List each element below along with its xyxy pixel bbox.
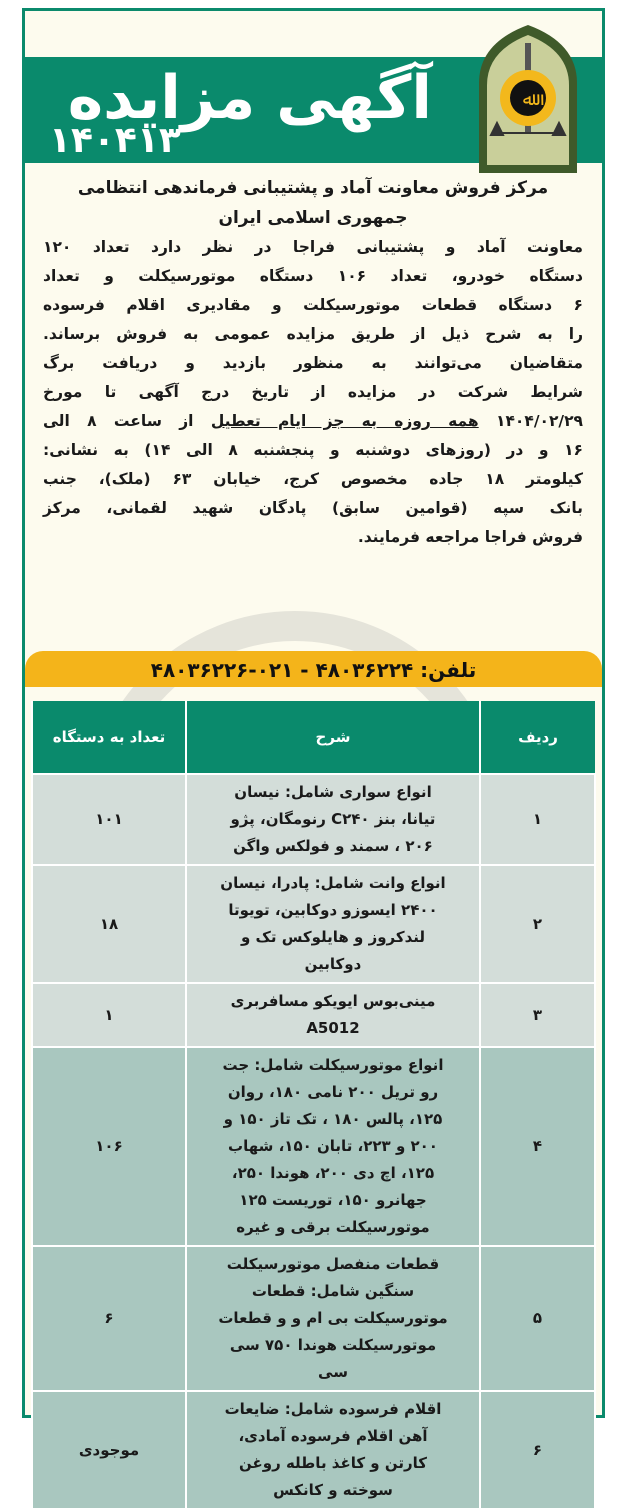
underlined-text: همه روزه به جز ایام تعطیل <box>210 412 479 430</box>
cell-row: ۶ <box>480 1391 595 1509</box>
items-table <box>31 701 596 1510</box>
cell-desc: انواع موتورسیکلت شامل: جت رو تریل ۲۰۰ نامی ۱۸۰، روان ۱۲۵، پالس ۱۸۰ ، تک تاز ۱۵۰ و ۲۰۰ و ۲۲۳، تابان ۱۵۰، شهاب ۱۲۵، اچ دی ۲۰۰، هوندا ۲۵۰، جهانرو ۱۵۰، توریست ۱۲۵ موتورسیکلت برقی و غیره <box>186 1047 480 1246</box>
body-line: را به شرح ذیل از طریق مزایده عمومی به فروش برساند. <box>43 325 583 343</box>
header-description: شرح <box>186 701 480 774</box>
ad-title: آگهی مزایده <box>67 63 432 133</box>
date-line <box>43 407 583 436</box>
body-line: کیلومتر ۱۸ جاده مخصوص کرج، خیابان ۶۳ (ملک)، جنب <box>43 470 583 488</box>
body-line: ۱۶ و در (روزهای دوشنبه و پنجشنبه ۸ الی ۱۴) به نشانی: <box>43 441 584 459</box>
body-line: معاونت آماد و پشتیبانی فراجا در نظر دارد تعداد ۱۲۰ <box>43 238 583 256</box>
cell-count: ۱۰۱ <box>32 774 186 865</box>
body-line: ۶ دستگاه قطعات موتورسیکلت و مقادیری اقلام فرسوده <box>43 296 583 314</box>
table-row <box>32 774 595 865</box>
body-line: شرایط شرکت در مزایده از تاریخ درج آگهی تا مورخ <box>43 383 583 401</box>
svg-text:ﷲ: ﷲ <box>522 89 534 110</box>
cell-row: ۴ <box>480 1047 595 1246</box>
ad-number: ۱۴۰۴۱۳ <box>49 120 181 161</box>
table-row <box>32 1246 595 1391</box>
cell-count: ۱۰۶ <box>32 1047 186 1246</box>
table-row <box>32 983 595 1047</box>
cell-desc: انواع سواری شامل: نیسان تیانا، بنز C۲۴۰ رنومگان، پژو ۲۰۶ ، سمند و فولکس واگن <box>186 774 480 865</box>
cell-count: ۱۸ <box>32 865 186 983</box>
cell-row: ۵ <box>480 1246 595 1391</box>
heading-line: مرکز فروش معاونت آماد و پشتیبانی فرماندهی انتظامی <box>77 178 549 198</box>
cell-desc: اقلام فرسوده شامل: ضایعات آهن اقلام فرسوده آمادی، کارتن و کاغذ باطله روغن سوخته و کانکس <box>186 1391 480 1509</box>
cell-desc: قطعات منفصل موتورسیکلت سنگین شامل: قطعات موتورسیکلت بی ام و و قطعات موتورسیکلت هوندا ۷۵۰ سی سی <box>186 1246 480 1391</box>
header-count: تعداد به دستگاه <box>32 701 186 774</box>
cell-desc: انواع وانت شامل: پادرا، نیسان ۲۴۰۰ ایسوزو دوکابین، تویوتا لندکروز و هایلوکس تک و دوکابین <box>186 865 480 983</box>
table-row <box>32 1047 595 1246</box>
auction-ad <box>22 8 605 1499</box>
heading-line: جمهوری اسلامی ایران <box>218 208 408 228</box>
table-header <box>32 701 595 774</box>
table-row <box>32 865 595 983</box>
cell-row: ۲ <box>480 865 595 983</box>
body-line: متقاضیان می‌توانند به منظور بازدید و دریافت برگ <box>43 354 583 372</box>
police-emblem-logo <box>475 23 581 173</box>
date-text: ۱۴۰۴/۰۲/۲۹ <box>478 412 584 430</box>
cell-count: موجودی <box>32 1391 186 1509</box>
table-row <box>32 1391 595 1509</box>
body-line: دستگاه خودرو، تعداد ۱۰۶ دستگاه موتورسیکلت و تعداد <box>43 267 583 285</box>
hours-text: از ساعت ۸ الی <box>43 412 211 430</box>
ad-body <box>43 173 583 552</box>
cell-count: ۱ <box>32 983 186 1047</box>
cell-count: ۶ <box>32 1246 186 1391</box>
body-line: فروش فراجا مراجعه فرمایند. <box>357 528 583 546</box>
cell-desc: مینی‌بوس ایویکو مسافربری A5012 <box>186 983 480 1047</box>
cell-row: ۱ <box>480 774 595 865</box>
cell-row: ۳ <box>480 983 595 1047</box>
header-row-number: ردیف <box>480 701 595 774</box>
body-line: بانک سپه (قوامین سابق) پادگان شهید لقمانی، مرکز <box>43 499 583 517</box>
phone-band: تلفن: ۴۸۰۳۶۲۲۴ - ۰۲۱-۴۸۰۳۶۲۲۶ <box>25 651 602 687</box>
